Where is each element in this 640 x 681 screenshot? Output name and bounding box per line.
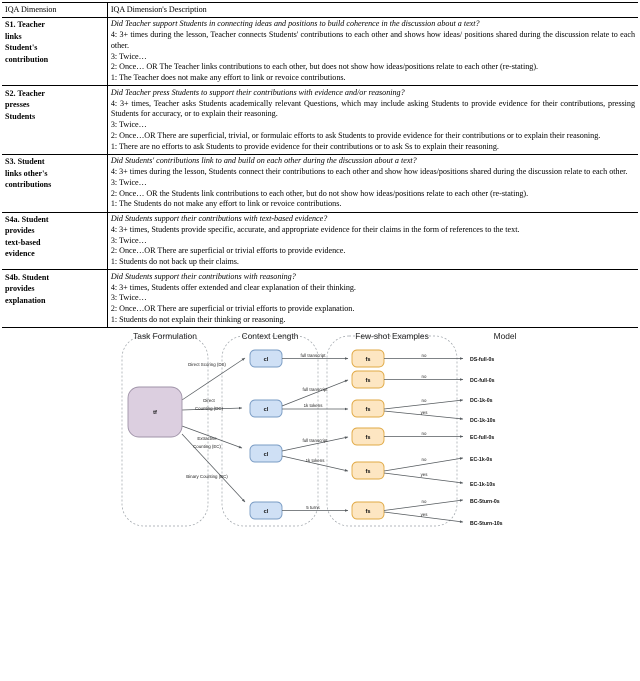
dimension-name-line: evidence bbox=[5, 249, 35, 259]
column-header-dimension: IQA Dimension bbox=[2, 3, 107, 18]
dimension-name-line: contribution bbox=[5, 54, 49, 64]
dimension-level-1: 1: Students do not explain their thinking or reasoning. bbox=[110, 314, 286, 324]
edge-label-full-transcript-3: full transcript bbox=[302, 438, 328, 443]
dimension-level-3: 3: Twice… bbox=[110, 51, 147, 61]
dimension-question: Did Teacher press Students to support their contributions with evidence and/or reasoning? bbox=[110, 87, 405, 97]
dimension-name-line: explanation bbox=[5, 295, 46, 305]
dimension-level-2: 2: Once… OR The Teacher links contributions to each other, but does not show how ideas/positions relate to each other (re-stating). bbox=[110, 62, 539, 72]
pipeline-diagram bbox=[0, 330, 640, 530]
dimension-description-cell bbox=[107, 270, 638, 328]
table-row bbox=[2, 86, 638, 155]
table-row bbox=[2, 270, 638, 328]
edge-label-binary-counting: Binary Counting (BC) bbox=[186, 474, 228, 479]
node-label-cl: cl bbox=[263, 407, 269, 413]
edge-label-no-6: no bbox=[421, 499, 427, 504]
dimension-name-line: presses bbox=[5, 100, 30, 110]
node-label-cl: cl bbox=[263, 357, 269, 363]
dimension-level-1: 1: There are no efforts to ask Students to provide evidence for their contributions or to ask Ss to explain their reasoning. bbox=[110, 141, 499, 151]
dimension-name-line: contributions bbox=[5, 180, 52, 190]
edge-label-counting-dc: Counting (DC) bbox=[194, 406, 224, 411]
model-label-ec-1k-10s: EC-1k-10s bbox=[470, 482, 496, 488]
node-label-fs: fs bbox=[365, 435, 371, 441]
dimension-description-cell bbox=[107, 154, 638, 212]
dimension-name-line: provides bbox=[5, 284, 35, 294]
dimension-level-1: 1: The Students do not make any effort to link or revoice contributions. bbox=[110, 199, 342, 209]
dimension-question: Did Teacher support Students in connecting ideas and positions to build coherence in the discussion about a text? bbox=[110, 19, 480, 29]
model-label-ds-full-0s: DS-full-0s bbox=[470, 357, 495, 363]
dimension-level-2: 2: Once…OR There are superficial, trivial, or formulaic efforts to ask Students to provide evidence for their contributions or to explain their reasoning. bbox=[110, 130, 601, 140]
dimension-level-1: 1: The Teacher does not make any effort to link or revoice contributions. bbox=[110, 73, 346, 82]
edge-label-5-turns: 5 turns bbox=[306, 505, 320, 510]
dimension-name-line: text-based bbox=[5, 237, 41, 247]
dimension-question: Did Students support their contributions with reasoning? bbox=[110, 271, 296, 281]
dimension-name-cell bbox=[2, 212, 107, 270]
iqa-rubric-table-container bbox=[0, 2, 640, 328]
table-header-row bbox=[2, 3, 638, 18]
edge-label-extractive: Extractive bbox=[197, 436, 217, 441]
dimension-name-cell bbox=[2, 86, 107, 155]
dimension-name-cell bbox=[2, 17, 107, 86]
iqa-rubric-table bbox=[2, 2, 638, 328]
node-label-fs: fs bbox=[365, 407, 371, 413]
dimension-level-4: 4: 3+ times during the lesson, Students connect their contributions to each other and show how ideas/positions shared during the discussion relate to each other. bbox=[110, 167, 628, 176]
table-row bbox=[2, 212, 638, 270]
edge-label-1k-tokens-1: 1k tokens bbox=[303, 403, 323, 408]
dimension-level-4: 4: 3+ times during the lesson, Teacher connects Students' contributions to each other and shows how ideas/ positions shared during the discussion relate to each other. bbox=[110, 30, 635, 50]
dimension-name-line: S2. Teacher bbox=[5, 88, 46, 98]
model-label-dc-full-0s: DC-full-0s bbox=[470, 378, 495, 384]
dimension-level-2: 2: Once…OR There are superficial or trivial efforts to provide explanation. bbox=[110, 304, 355, 313]
dimension-name-line: Student's bbox=[5, 43, 38, 53]
node-label-fs: fs bbox=[365, 469, 371, 475]
dimension-name-line: links bbox=[5, 31, 22, 41]
dimension-question: Did Students' contributions link to and build on each other during the discussion about a text? bbox=[110, 156, 417, 166]
edge-label-full-transcript-1: full transcript bbox=[300, 353, 326, 358]
node-label-cl: cl bbox=[263, 509, 269, 515]
dimension-level-3: 3: Twice… bbox=[110, 120, 147, 129]
dimension-name-line: provides bbox=[5, 226, 35, 236]
dimension-level-2: 2: Once… OR the Students link contributions to each other, but do not show how ideas/positions relate to each other (re-stating). bbox=[110, 188, 529, 198]
dimension-level-3: 3: Twice… bbox=[110, 177, 147, 187]
edge-label-full-transcript-2: full transcript bbox=[302, 387, 328, 392]
dimension-level-1: 1: Students do not back up their claims. bbox=[110, 257, 239, 266]
model-label-bc-5turn-0s: BC-5turn-0s bbox=[470, 499, 500, 505]
model-label-dc-1k-0s: DC-1k-0s bbox=[470, 398, 493, 404]
edge-label-direct-scoring: Direct Scoring (DS) bbox=[188, 362, 226, 367]
table-row bbox=[2, 17, 638, 86]
dimension-description-cell bbox=[107, 86, 638, 155]
edge-label-counting-ec: Counting (EC) bbox=[193, 444, 221, 449]
dimension-level-2: 2: Once…OR There are superficial or trivial efforts to provide evidence. bbox=[110, 246, 346, 256]
dimension-level-4: 4: 3+ times, Teacher asks Students academically relevant Questions, which may include asking Students to provide evidence for their contributions, pressing Students for accuracy, or to explain their reasoning. bbox=[110, 98, 635, 119]
table-row bbox=[2, 154, 638, 212]
node-label-cl: cl bbox=[263, 452, 269, 458]
model-label-ec-1k-0s: EC-1k-0s bbox=[470, 457, 493, 463]
edge-label-no-2: no bbox=[421, 374, 427, 379]
dimension-name-line: S3. Student bbox=[5, 157, 45, 167]
dimension-level-4: 4: 3+ times, Students provide specific, accurate, and appropriate evidence for their claims in the form of references to the text. bbox=[110, 224, 520, 234]
model-label-bc-5turn-10s: BC-5turn-10s bbox=[470, 521, 503, 527]
node-label-fs: fs bbox=[365, 357, 371, 363]
edge-label-yes-1: yes bbox=[420, 410, 428, 415]
edge-label-no-4: no bbox=[421, 431, 427, 436]
edge-label-no-5: no bbox=[421, 457, 427, 462]
dimension-level-3: 3: Twice… bbox=[110, 293, 147, 303]
column-header-description: IQA Dimension's Description bbox=[107, 3, 638, 18]
edge-label-direct: Direct bbox=[203, 398, 215, 403]
dimension-description-cell bbox=[107, 17, 638, 86]
group-label-task-formulation: Task Formulation bbox=[133, 331, 197, 341]
edge-label-yes-3: yes bbox=[420, 512, 428, 517]
group-label-few-shot: Few-shot Examples bbox=[355, 331, 429, 341]
group-label-model: Model bbox=[493, 331, 517, 341]
dimension-description-cell bbox=[107, 212, 638, 270]
dimension-name-line: links other's bbox=[5, 168, 48, 178]
edge-label-no-1: no bbox=[421, 353, 427, 358]
dimension-name-line: Students bbox=[5, 111, 36, 121]
node-label-fs: fs bbox=[365, 509, 371, 515]
edge-label-1k-tokens-2: 1k tokens bbox=[305, 458, 325, 463]
edge-label-yes-2: yes bbox=[420, 472, 428, 477]
node-label-fs: fs bbox=[365, 378, 371, 384]
dimension-name-line: S1. Teacher bbox=[5, 20, 46, 30]
model-label-ec-full-0s: EC-full-0s bbox=[470, 435, 495, 441]
dimension-name-line: S4a. Student bbox=[5, 215, 49, 224]
dimension-name-cell bbox=[2, 154, 107, 212]
dimension-level-3: 3: Twice… bbox=[110, 235, 147, 245]
group-box-few-shot bbox=[327, 336, 457, 526]
dimension-level-4: 4: 3+ times, Students offer extended and clear explanation of their thinking. bbox=[110, 282, 356, 292]
edge-label-no-3: no bbox=[421, 398, 427, 403]
node-label-tf: tf bbox=[153, 410, 157, 416]
dimension-name-cell bbox=[2, 270, 107, 328]
dimension-name-line: S4b. Student bbox=[5, 272, 50, 282]
model-label-dc-1k-10s: DC-1k-10s bbox=[470, 418, 496, 424]
dimension-question: Did Students support their contributions with text-based evidence? bbox=[110, 214, 328, 223]
group-label-context-length: Context Length bbox=[241, 331, 299, 341]
